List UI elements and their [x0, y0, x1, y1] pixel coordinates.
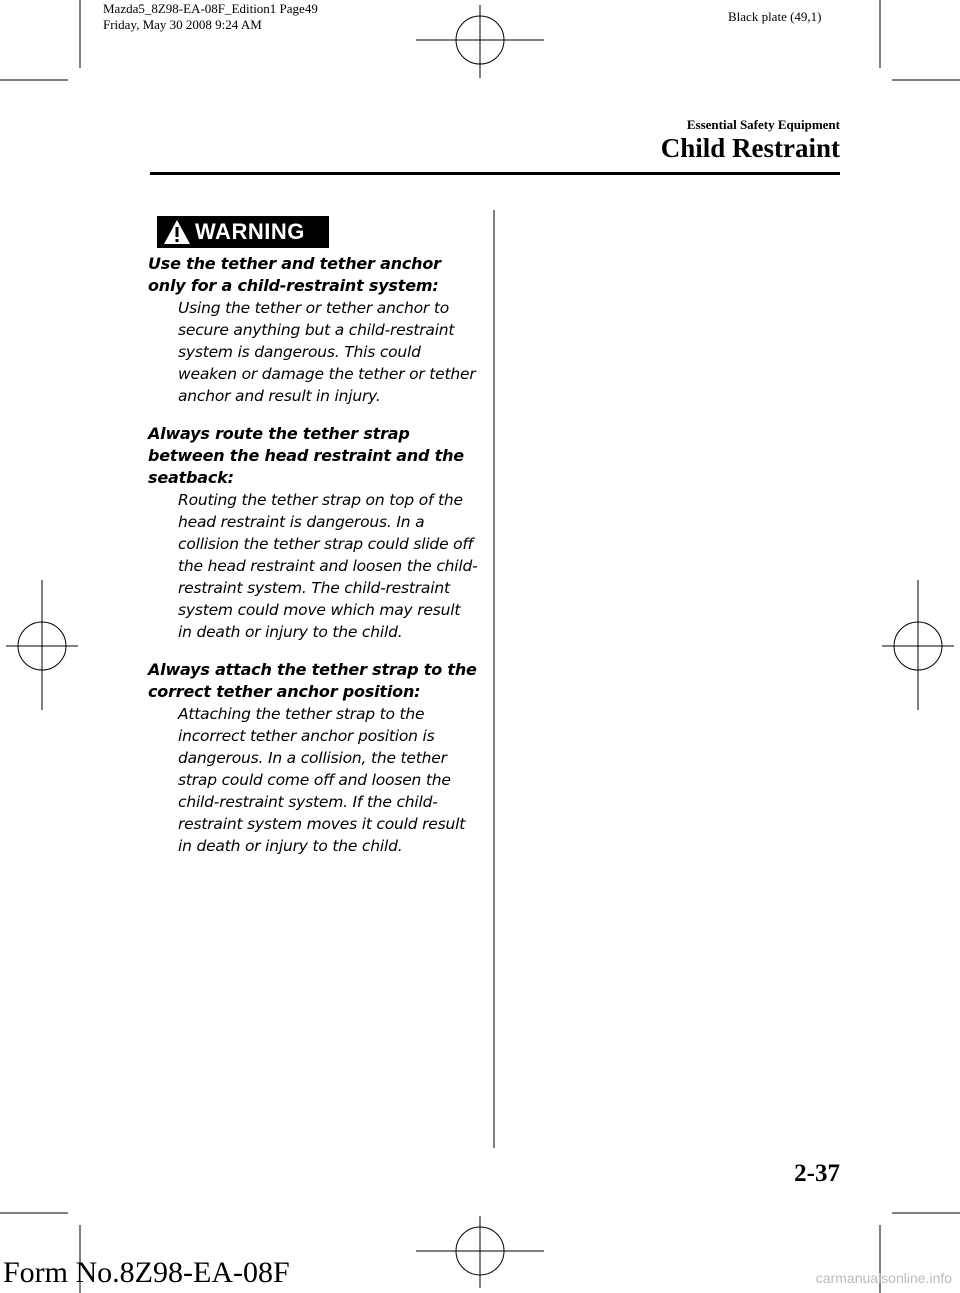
printer-info: [103, 1, 318, 33]
warning-item-body: Using the tether or tether anchor to secure anything but a child-restraint system is dangerous. This could weaken or damage the tether or tether anchor and result in injury.: [178, 299, 476, 405]
warning-label: WARNING: [195, 219, 305, 244]
printer-line-2: Friday, May 30 2008 9:24 AM: [103, 17, 262, 32]
warning-item-body: Routing the tether strap on top of the head restraint is dangerous. In a collision the tether strap could slide off the head restraint and loosen the child-restraint system. The child-restraint system could move which may result in death or injury to the child.: [178, 491, 478, 641]
chapter-title: Essential Safety Equipment: [686, 117, 840, 132]
printer-line-1: Mazda5_8Z98-EA-08F_Edition1 Page49: [103, 1, 318, 16]
warning-item-heading: Always route the tether strap between the head restraint and the seatback:: [148, 424, 464, 487]
warning-item-heading: Always attach the tether strap to the correct tether anchor position:: [148, 660, 477, 701]
form-number: Form No.8Z98-EA-08F: [3, 1256, 290, 1289]
warning-item-heading: Use the tether and tether anchor only for a child-restraint system:: [148, 254, 441, 295]
warning-item: [148, 253, 478, 407]
page-number: 2-37: [794, 1160, 840, 1187]
warning-item-body: Attaching the tether strap to the incorrect tether anchor position is dangerous. In a collision, the tether strap could come off and loosen the child-restraint system. If the child-restraint system moves it could result in death or injury to the child.: [178, 705, 466, 855]
warning-item: [148, 659, 478, 857]
warning-item: [148, 423, 478, 643]
plate-info: Black plate (49,1): [728, 9, 822, 24]
watermark: carmanualsonline.info: [815, 1270, 952, 1286]
section-title: Child Restraint: [660, 133, 840, 163]
warning-badge: [157, 216, 329, 248]
warning-triangle-icon: [163, 219, 191, 245]
warning-content: [148, 253, 478, 873]
